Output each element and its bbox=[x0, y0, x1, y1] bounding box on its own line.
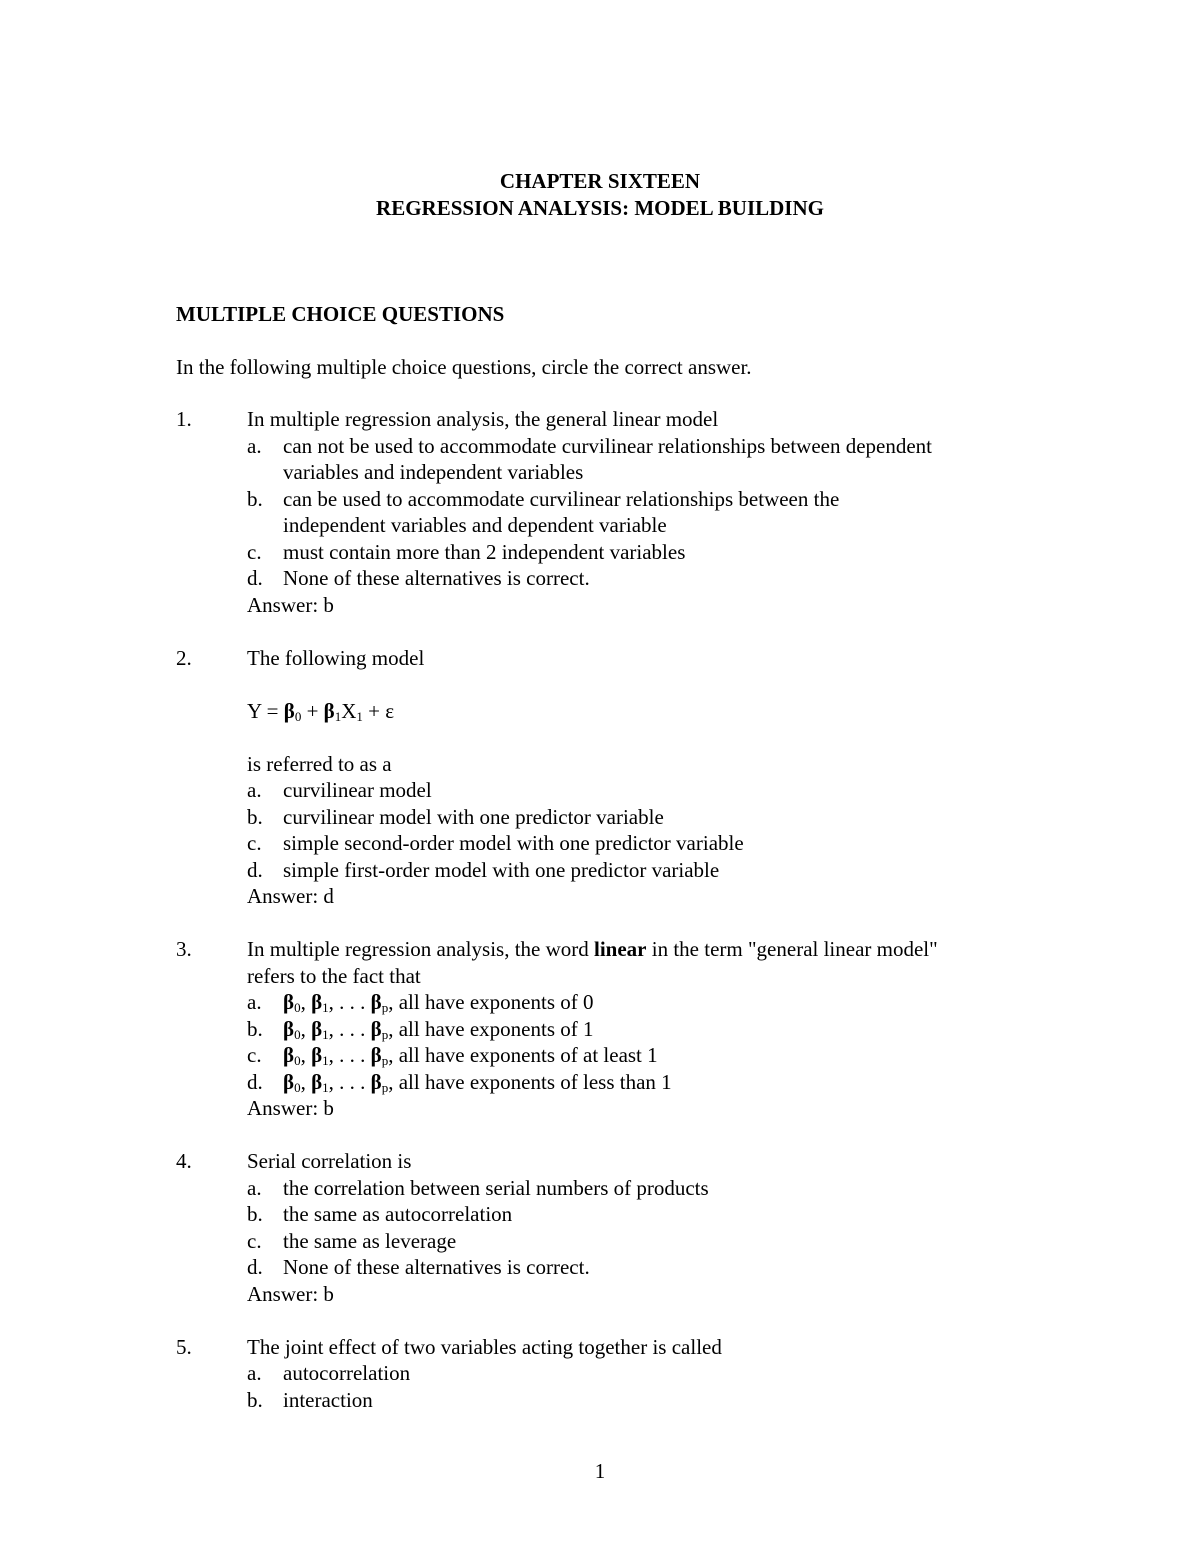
option-label: b. bbox=[247, 1202, 263, 1226]
option-label: d. bbox=[247, 1255, 263, 1279]
beta-symbol: β bbox=[370, 1016, 382, 1041]
option-text: simple first-order model with one predictor variable bbox=[283, 857, 720, 882]
beta-symbol: β bbox=[370, 1069, 382, 1094]
option-label: b. bbox=[247, 486, 263, 511]
question-number: 1. bbox=[176, 407, 192, 431]
option-text: can be used to accommodate curvilinear relationships between the bbox=[283, 486, 840, 511]
question-stem bbox=[247, 936, 1076, 963]
option-label: d. bbox=[247, 1069, 263, 1094]
option-label: c. bbox=[247, 1043, 262, 1067]
beta-symbol: β bbox=[283, 1069, 295, 1094]
beta-symbol: β bbox=[283, 1016, 295, 1041]
option-c bbox=[247, 1228, 1076, 1255]
option-text: the same as leverage bbox=[283, 1228, 457, 1253]
option-label: b. bbox=[247, 1016, 263, 1041]
chapter-title: REGRESSION ANALYSIS: MODEL BUILDING bbox=[376, 196, 824, 220]
question-stem: The joint effect of two variables acting together is called bbox=[247, 1334, 722, 1359]
option-d bbox=[247, 1069, 1076, 1096]
option-a bbox=[247, 1175, 1076, 1202]
subscript-p: p bbox=[381, 1000, 389, 1015]
option-label: b. bbox=[247, 804, 263, 829]
option-label: d. bbox=[247, 566, 263, 590]
option-text: interaction bbox=[283, 1387, 373, 1412]
ellipsis: , . . . bbox=[328, 1069, 371, 1094]
stem-text: In multiple regression analysis, the word bbox=[247, 937, 595, 961]
option-text: must contain more than 2 independent variables bbox=[283, 539, 686, 564]
question-1 bbox=[176, 406, 1076, 618]
ellipsis: , . . . bbox=[328, 1043, 371, 1067]
separator: , bbox=[300, 1069, 312, 1094]
formula-y: Y = bbox=[247, 698, 284, 723]
option-label: c. bbox=[247, 831, 262, 855]
option-d bbox=[247, 1254, 1076, 1281]
question-5 bbox=[176, 1334, 1076, 1414]
subscript-0: 0 bbox=[294, 1026, 301, 1042]
beta-symbol: β bbox=[370, 990, 382, 1014]
option-text: None of these alternatives is correct. bbox=[283, 566, 590, 590]
stem-text: in the term "general linear model" bbox=[646, 937, 938, 961]
option-b bbox=[247, 804, 1076, 831]
option-text-continued: independent variables and dependent variable bbox=[283, 513, 667, 537]
option-tail: , all have exponents of less than 1 bbox=[388, 1069, 672, 1094]
separator: , bbox=[300, 990, 312, 1014]
beta-symbol: β bbox=[311, 1043, 323, 1067]
option-text bbox=[283, 989, 1076, 1016]
option-text-continued: variables and independent variables bbox=[283, 460, 584, 484]
option-text: can not be used to accommodate curvilinear relationships between dependent bbox=[283, 433, 933, 458]
option-label: b. bbox=[247, 1387, 263, 1412]
formula-plus: + bbox=[301, 698, 324, 723]
formula-beta0: β bbox=[283, 698, 295, 723]
option-text: simple second-order model with one predictor variable bbox=[283, 831, 744, 855]
option-a bbox=[247, 777, 1076, 804]
option-b bbox=[247, 1387, 1076, 1414]
option-c bbox=[247, 1042, 1076, 1069]
option-c bbox=[247, 830, 1076, 857]
option-text: the correlation between serial numbers of products bbox=[283, 1175, 709, 1200]
option-c bbox=[247, 539, 1076, 566]
option-tail: , all have exponents of at least 1 bbox=[388, 1043, 658, 1067]
chapter-header bbox=[0, 168, 1200, 222]
option-label: c. bbox=[247, 1228, 262, 1253]
option-label: c. bbox=[247, 539, 262, 564]
answer: Answer: b bbox=[247, 592, 334, 617]
subscript-1: 1 bbox=[322, 1000, 329, 1015]
formula-sub0: 0 bbox=[294, 708, 302, 724]
formula-sub1: 1 bbox=[334, 708, 342, 724]
beta-symbol: β bbox=[370, 1043, 382, 1067]
section-title: MULTIPLE CHOICE QUESTIONS bbox=[176, 302, 505, 326]
page-number: 1 bbox=[594, 1459, 606, 1483]
option-label: d. bbox=[247, 857, 263, 882]
question-number: 3. bbox=[176, 937, 192, 961]
question-number: 2. bbox=[176, 645, 192, 670]
chapter-label: CHAPTER SIXTEEN bbox=[499, 169, 701, 193]
instructions: In the following multiple choice questions, circle the correct answer. bbox=[176, 355, 752, 379]
ellipsis: , . . . bbox=[328, 1016, 371, 1041]
option-d bbox=[247, 565, 1076, 592]
subscript-0: 0 bbox=[294, 1079, 301, 1095]
option-a bbox=[247, 1360, 1076, 1387]
option-a bbox=[247, 433, 1076, 486]
subscript-1: 1 bbox=[322, 1053, 329, 1068]
option-tail: , all have exponents of 0 bbox=[388, 990, 594, 1014]
formula-x: X bbox=[341, 698, 357, 723]
option-a bbox=[247, 989, 1076, 1016]
separator: , bbox=[300, 1043, 312, 1067]
option-label: a. bbox=[247, 778, 262, 802]
ellipsis: , . . . bbox=[328, 990, 371, 1014]
answer: Answer: d bbox=[247, 884, 334, 908]
question-number: 4. bbox=[176, 1149, 192, 1173]
option-label: a. bbox=[247, 1361, 262, 1385]
model-formula bbox=[247, 698, 1076, 725]
beta-symbol: β bbox=[283, 1043, 295, 1067]
question-number: 5. bbox=[176, 1334, 192, 1359]
formula-beta1: β bbox=[323, 698, 335, 723]
subscript-p: p bbox=[381, 1053, 389, 1068]
option-label: a. bbox=[247, 1175, 262, 1200]
beta-symbol: β bbox=[311, 1069, 323, 1094]
option-text: curvilinear model bbox=[283, 778, 432, 802]
option-b bbox=[247, 1016, 1076, 1043]
option-text bbox=[283, 1016, 1076, 1043]
option-text: curvilinear model with one predictor variable bbox=[283, 804, 664, 829]
option-text: None of these alternatives is correct. bbox=[283, 1255, 590, 1279]
question-stem-continued: is referred to as a bbox=[247, 751, 392, 776]
option-text: autocorrelation bbox=[283, 1361, 411, 1385]
option-text: the same as autocorrelation bbox=[283, 1202, 513, 1226]
subscript-1: 1 bbox=[322, 1079, 329, 1095]
option-b bbox=[247, 486, 1076, 539]
subscript-1: 1 bbox=[322, 1026, 329, 1042]
subscript-0: 0 bbox=[294, 1053, 301, 1068]
option-tail: , all have exponents of 1 bbox=[388, 1016, 594, 1041]
option-text bbox=[283, 1042, 1076, 1069]
question-stem: In multiple regression analysis, the general linear model bbox=[247, 407, 719, 431]
beta-symbol: β bbox=[311, 990, 323, 1014]
question-4 bbox=[176, 1148, 1076, 1307]
subscript-0: 0 bbox=[294, 1000, 301, 1015]
question-list bbox=[176, 406, 1076, 1440]
beta-symbol: β bbox=[311, 1016, 323, 1041]
question-2 bbox=[176, 645, 1076, 910]
formula-subx: 1 bbox=[356, 708, 363, 724]
answer: Answer: b bbox=[247, 1096, 334, 1120]
beta-symbol: β bbox=[283, 990, 295, 1014]
answer: Answer: b bbox=[247, 1281, 334, 1306]
separator: , bbox=[300, 1016, 312, 1041]
option-label: a. bbox=[247, 990, 262, 1014]
option-label: a. bbox=[247, 433, 262, 458]
question-3 bbox=[176, 936, 1076, 1122]
option-text bbox=[283, 1069, 1076, 1096]
option-d bbox=[247, 857, 1076, 884]
stem-keyword: linear bbox=[594, 937, 647, 961]
subscript-p: p bbox=[381, 1026, 389, 1042]
subscript-p: p bbox=[381, 1079, 389, 1095]
question-stem: Serial correlation is bbox=[247, 1149, 412, 1173]
option-b bbox=[247, 1201, 1076, 1228]
formula-plus: + bbox=[362, 698, 386, 723]
question-stem-continued: refers to the fact that bbox=[247, 963, 421, 988]
question-stem: The following model bbox=[247, 645, 425, 670]
formula-epsilon: ε bbox=[385, 698, 395, 723]
